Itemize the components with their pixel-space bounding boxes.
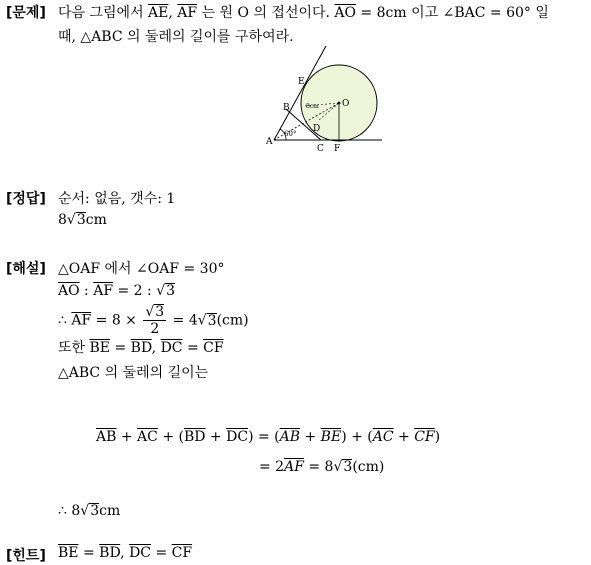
segment-ao: $\overline{AO}$ bbox=[334, 5, 357, 21]
explanation-line-4: 또한 $\overline{BE} = \overline{BD}$, $\overline{DC} = \overline{CF}$ bbox=[58, 340, 224, 356]
label-b: B bbox=[283, 103, 290, 113]
label-60: 60° bbox=[284, 130, 297, 138]
problem-label: [문제] bbox=[6, 5, 46, 21]
answer-meta: 순서: 없음, 갯수: 1 bbox=[58, 191, 176, 207]
answer-label: [정답] bbox=[6, 191, 46, 207]
segment-af: $\overline{AF}$ bbox=[177, 5, 198, 21]
answer-value: 8√3cm bbox=[58, 212, 107, 228]
problem-line-1: 다음 그림에서 $\overline{AE}$, $\overline{AF}$ 는 원 O 의 접선이다. $\overline{AO} = 8cm$ 이고 ∠BAC = 60° 일 bbox=[58, 5, 549, 21]
explanation-line-5: △ABC 의 둘레의 길이는 bbox=[58, 365, 209, 381]
explanation-final: ∴ 8√3cm bbox=[58, 503, 121, 519]
label-e: E bbox=[298, 77, 305, 87]
fraction: $\frac{√3}{2}$ bbox=[145, 304, 165, 337]
segment-ae: $\overline{AE}$ bbox=[148, 5, 169, 21]
explanation-line-3: ∴ $\overline{AF} = 8$ × $\frac{√3}{2}$ = 4√3(cm) bbox=[58, 304, 249, 337]
hint-label: [힌트] bbox=[6, 548, 46, 564]
center-dot bbox=[338, 102, 341, 105]
explanation-label: [해설] bbox=[6, 261, 46, 277]
hint-line: $\overline{BE} = \overline{BD}$, $\overline{DC} = \overline{CF}$ bbox=[58, 545, 193, 561]
label-d: D bbox=[313, 124, 321, 134]
label-f: F bbox=[334, 144, 341, 152]
problem-line-2: 때, △ABC 의 둘레의 길이를 구하여라. bbox=[58, 29, 294, 45]
label-c: C bbox=[317, 144, 324, 152]
perimeter-equation-2: = $2\overline{AF} = 8√3(cm)$ bbox=[259, 459, 385, 475]
label-a: A bbox=[266, 137, 273, 147]
explanation-line-2: $\overline{AO}$ : $\overline{AF} = 2$ : √3 bbox=[58, 283, 176, 299]
explanation-line-1: △OAF 에서 ∠OAF = 30° bbox=[58, 261, 225, 277]
geometry-figure bbox=[264, 44, 388, 152]
perimeter-equation-1: $\overline{AB} + \overline{AC} + (\overline{BD} + \overline{DC}) = (\overline{AB} + \overline{BE}) + (\overline{AC} + \overline{CF})$ bbox=[96, 429, 441, 445]
label-8cm: 8cm bbox=[306, 103, 319, 110]
label-o: O bbox=[342, 99, 350, 109]
